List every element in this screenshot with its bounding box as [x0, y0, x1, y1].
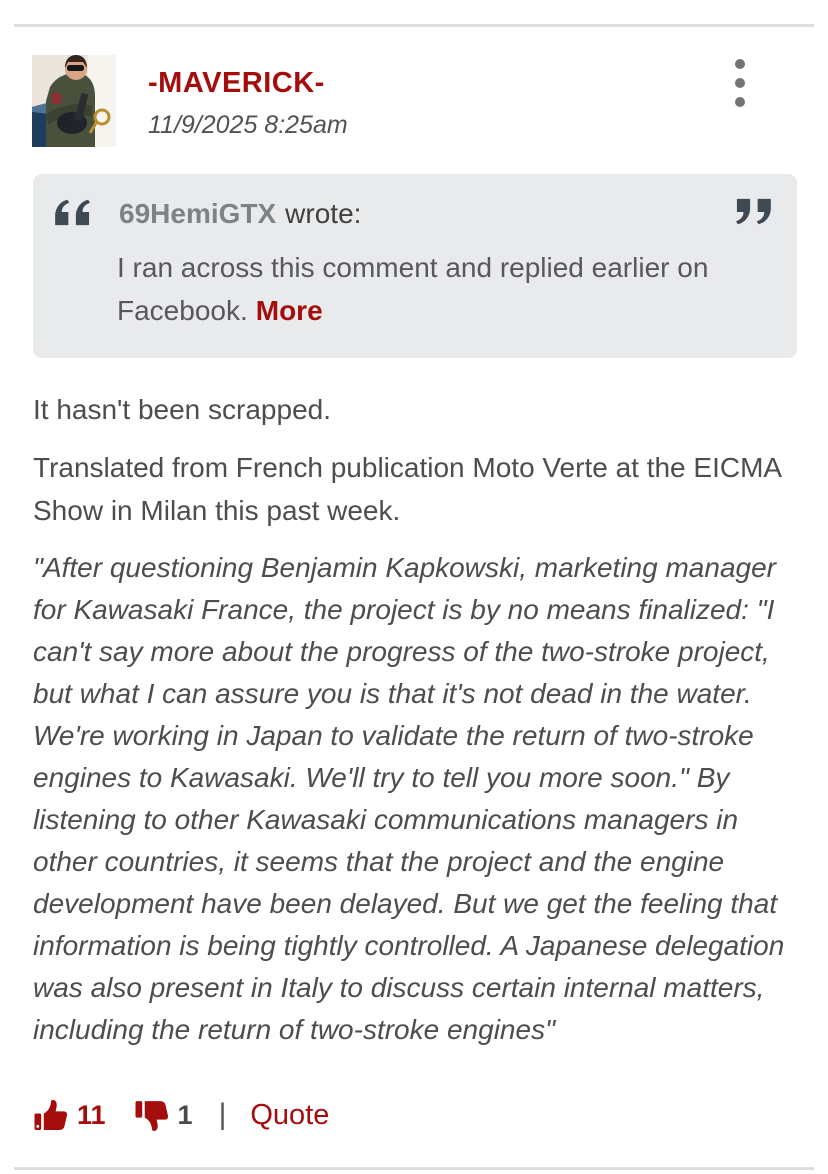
thumbs-down-button[interactable] — [134, 1099, 170, 1132]
footer-separator: | — [218, 1098, 227, 1131]
avatar-image — [32, 55, 116, 147]
more-link[interactable]: More — [255, 295, 323, 326]
quote-wrote-label: wrote: — [285, 198, 362, 229]
quote-author-name: 69HemiGTX — [119, 198, 277, 229]
quote-header — [53, 196, 773, 230]
like-count: 11 — [77, 1099, 106, 1130]
post-timestamp: 11/9/2025 8:25am — [148, 111, 348, 139]
quoted-post-block — [33, 174, 797, 358]
username-link[interactable]: -MAVERICK- — [148, 67, 325, 99]
kebab-menu-icon — [732, 57, 748, 109]
quote-close-icon — [731, 196, 773, 228]
quote-reply-button[interactable]: Quote — [250, 1098, 330, 1131]
post-body — [33, 388, 797, 1051]
quote-open-icon — [53, 196, 95, 228]
header-info — [148, 55, 348, 147]
bottom-divider — [14, 1167, 814, 1170]
post-options-button[interactable] — [726, 55, 754, 116]
post-header — [32, 55, 798, 147]
top-divider — [14, 24, 814, 27]
post-paragraph: It hasn't been scrapped. — [33, 394, 331, 425]
dislike-count: 1 — [177, 1099, 193, 1130]
thumbs-up-icon — [33, 1099, 69, 1132]
avatar[interactable] — [32, 55, 116, 147]
thumbs-up-button[interactable] — [33, 1099, 69, 1132]
quoted-text-content: I ran across this comment and replied earlier on Facebook. — [117, 252, 709, 326]
post-paragraph: Translated from French publication Moto Verte at the EICMA Show in Milan this past week. — [33, 452, 781, 526]
thumbs-down-icon — [134, 1099, 170, 1132]
quoted-text — [117, 246, 773, 332]
quote-author-line — [119, 196, 361, 230]
post-footer — [33, 1098, 329, 1132]
post-quote-paragraph: "After questioning Benjamin Kapkowski, marketing manager for Kawasaki France, the project is by no means finalized: "I can't say more about the progress of the two-stroke project, but what I can assure you is that it's not dead in the water. We're working in Japan to validate the return of two-stroke engines to Kawasaki. We'll try to tell you more soon." By listening to other Kawasaki communications managers in other countries, it seems that the project and the engine development have been delayed. But we get the feeling that information is being tightly controlled. A Japanese delegation was also present in Italy to discuss certain internal matters, including the return of two-stroke engines" — [33, 552, 785, 1045]
